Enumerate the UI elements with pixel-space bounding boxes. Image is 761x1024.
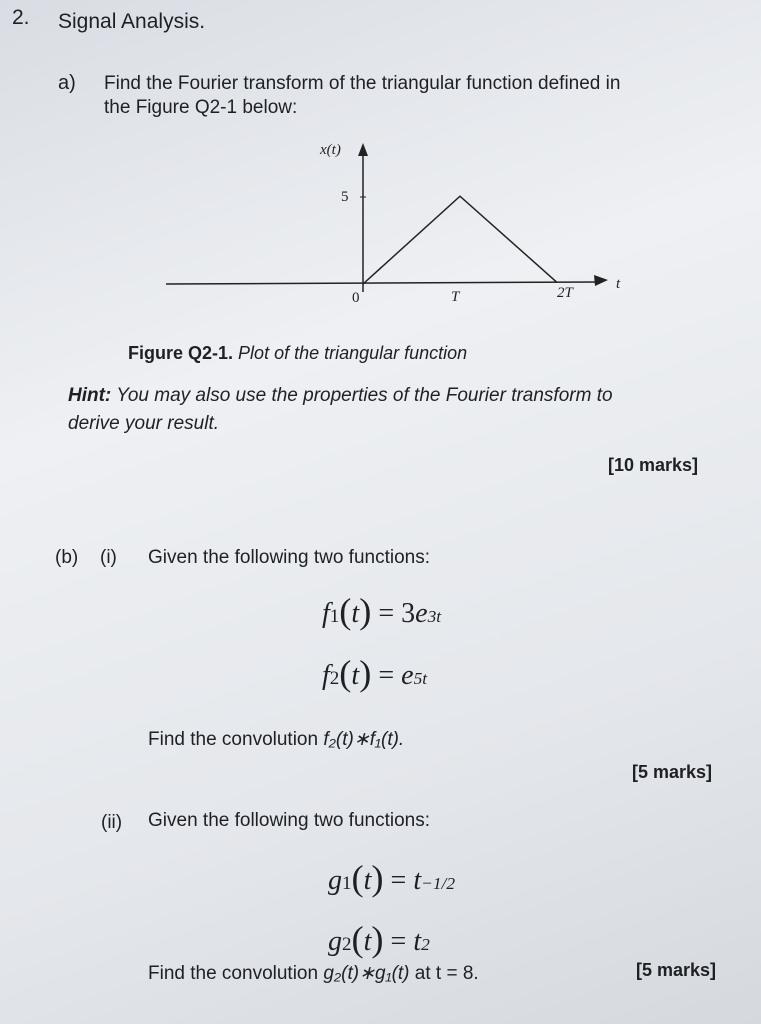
y-tick-label: 5 — [341, 189, 349, 205]
question-number: 2. — [12, 6, 30, 29]
y-axis-label: x(t) — [320, 142, 341, 158]
equation-f2: $f_2(t) = e^{5t}$ — [322, 653, 428, 693]
part-b-i-marks: [5 marks] — [632, 762, 713, 782]
part-b-ii-label: (ii) — [101, 812, 123, 833]
part-a-text-line2: the Figure Q2-1 below: — [104, 97, 298, 118]
figure-caption-text: Plot of the triangular function — [238, 343, 468, 363]
equation-f1: $f_1(t) = 3e^{3t}$ — [322, 591, 442, 631]
hint-text-1: You may also use the properties of the Fourier transform to — [116, 385, 613, 406]
x-tick-label-2T: 2T — [557, 285, 573, 301]
triangle-series-line — [363, 196, 557, 284]
figure-caption — [128, 343, 467, 364]
question-title: Signal Analysis. — [58, 10, 206, 33]
hint-label: Hint: — [68, 385, 112, 406]
hint-line1 — [68, 385, 613, 407]
x-tick-label-0: 0 — [352, 290, 360, 306]
x-axis-arrow-icon — [594, 275, 608, 286]
part-a-marks: [10 marks] — [608, 455, 699, 475]
equation-g1: $g_1(t) = t^{-1/2}$ — [328, 858, 456, 898]
y-axis-arrow-icon — [358, 143, 368, 156]
part-b-i-label: (i) — [100, 547, 117, 568]
x-axis — [166, 282, 598, 284]
part-b-ii-intro: Given the following two functions: — [148, 810, 430, 831]
equation-g2: $g_2(t) = t^2$ — [328, 919, 430, 959]
hint-line2: derive your result. — [68, 413, 220, 434]
part-b-ii-task: Find the convolution g₂(t)∗g₁(t) at t = 8. — [148, 963, 479, 984]
part-b-i-task: Find the convolution f₂(t)∗f₁(t). — [148, 729, 405, 750]
part-a-text-line1: Find the Fourier transform of the triangular function defined in — [104, 73, 621, 94]
figure-caption-label: Figure Q2-1. — [128, 343, 234, 363]
part-a-label: a) — [58, 72, 76, 94]
part-b-i-intro: Given the following two functions: — [148, 547, 430, 568]
part-b-label: (b) — [55, 547, 79, 568]
x-tick-label-T: T — [451, 289, 460, 305]
part-b-ii-marks: [5 marks] — [636, 960, 717, 980]
x-axis-label: t — [616, 276, 621, 292]
